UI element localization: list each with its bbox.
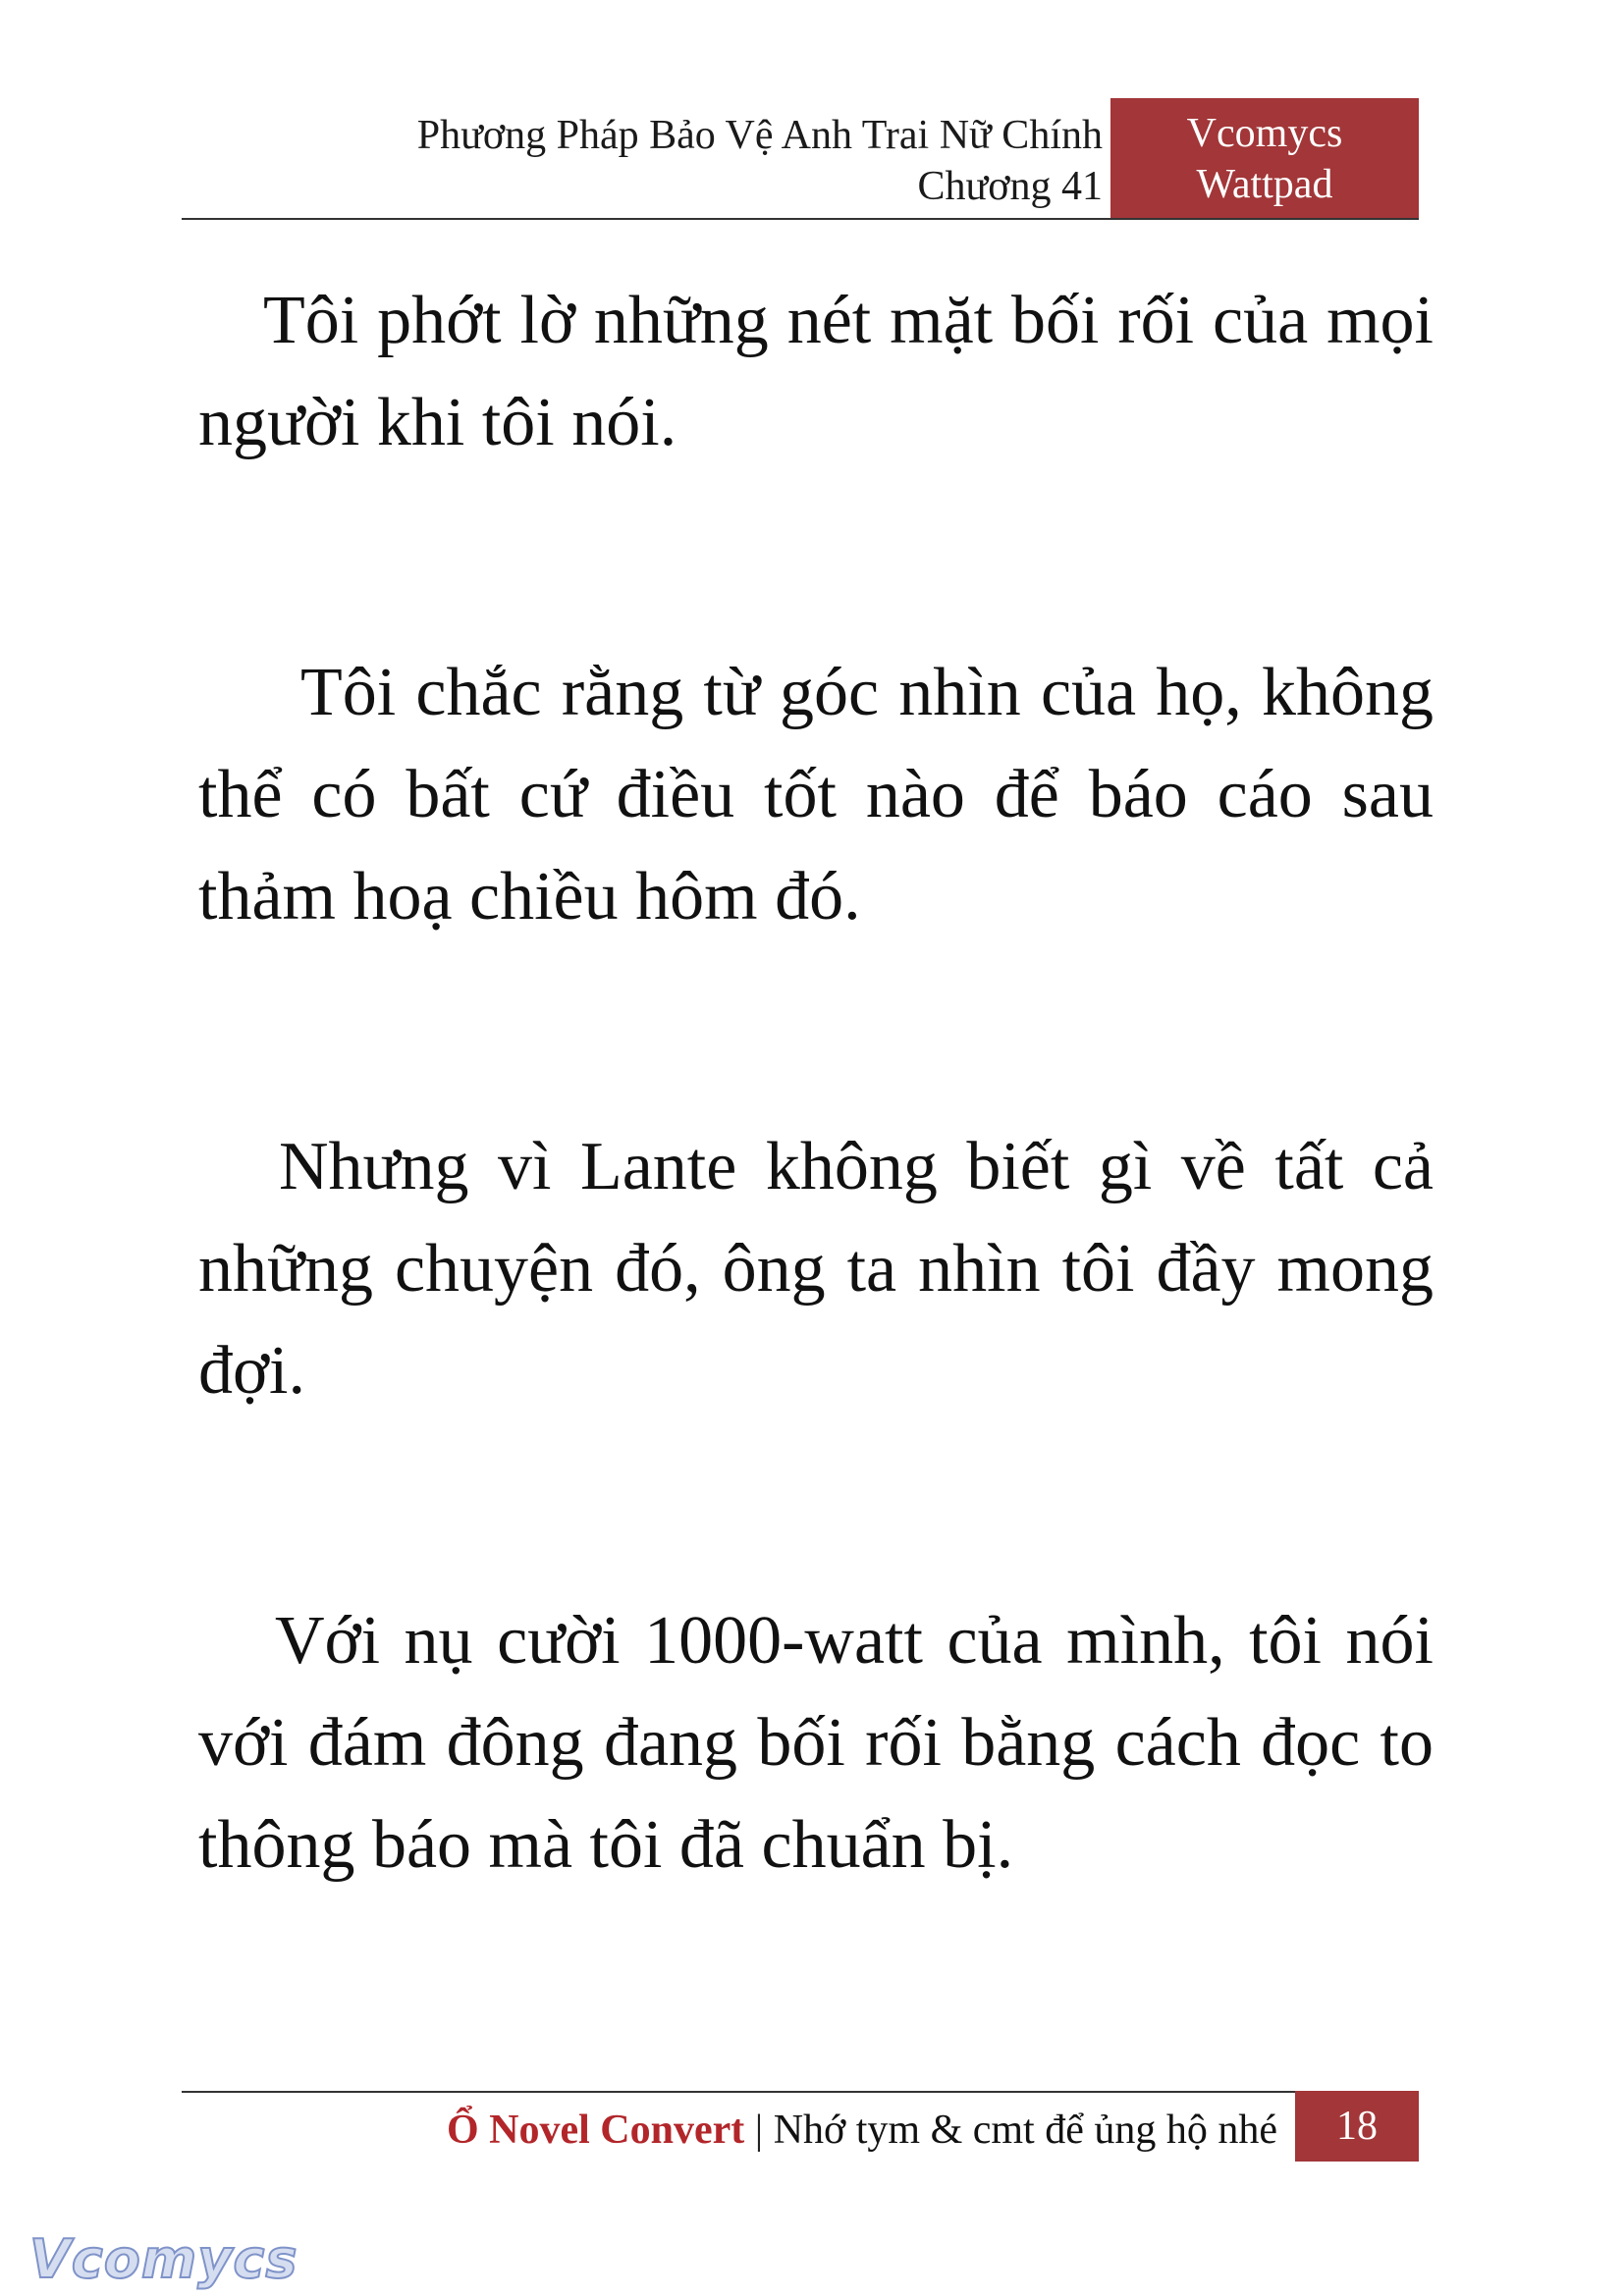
page-header [182, 98, 1419, 220]
paragraph-4: Với nụ cười 1000-watt của mình, tôi nói với đám đông đang bối rối bằng cách đọc to thông báo mà tôi đã chuẩn bị. [198, 1603, 1434, 1883]
page-number: 18 [1295, 2091, 1419, 2162]
footer-brand: Ổ Novel Convert [446, 2108, 745, 2153]
footer-message: Nhớ tym & cmt để ủng hộ nhé [773, 2108, 1277, 2153]
paragraph-1: Tôi phớt lờ những nét mặt bối rối của mọi người khi tôi nói. [198, 283, 1434, 460]
book-title: Phương Pháp Bảo Vệ Anh Trai Nữ Chính [416, 113, 1103, 158]
badge-line-wattpad: Wattpad [1196, 162, 1333, 207]
header-divider [182, 218, 1419, 220]
source-badge [1110, 98, 1419, 220]
footer-divider [182, 2091, 1419, 2093]
paragraph-2: Tôi chắc rằng từ góc nhìn của họ, không thể có bất cứ điều tốt nào để báo cáo sau thảm hoạ chiều hôm đó. [198, 655, 1434, 934]
page-body [198, 270, 1434, 2064]
watermark-logo: Vcomycs [29, 2228, 298, 2290]
chapter-label: Chương 41 [917, 164, 1103, 209]
footer-text [447, 2103, 1277, 2158]
badge-line-vcomycs: Vcomycs [1186, 111, 1343, 156]
page-footer [182, 2091, 1419, 2162]
paragraph-3: Nhưng vì Lante không biết gì về tất cả những chuyện đó, ông ta nhìn tôi đầy mong đợi. [198, 1129, 1434, 1409]
footer-separator: | [754, 2108, 764, 2153]
header-title-block [417, 110, 1103, 212]
